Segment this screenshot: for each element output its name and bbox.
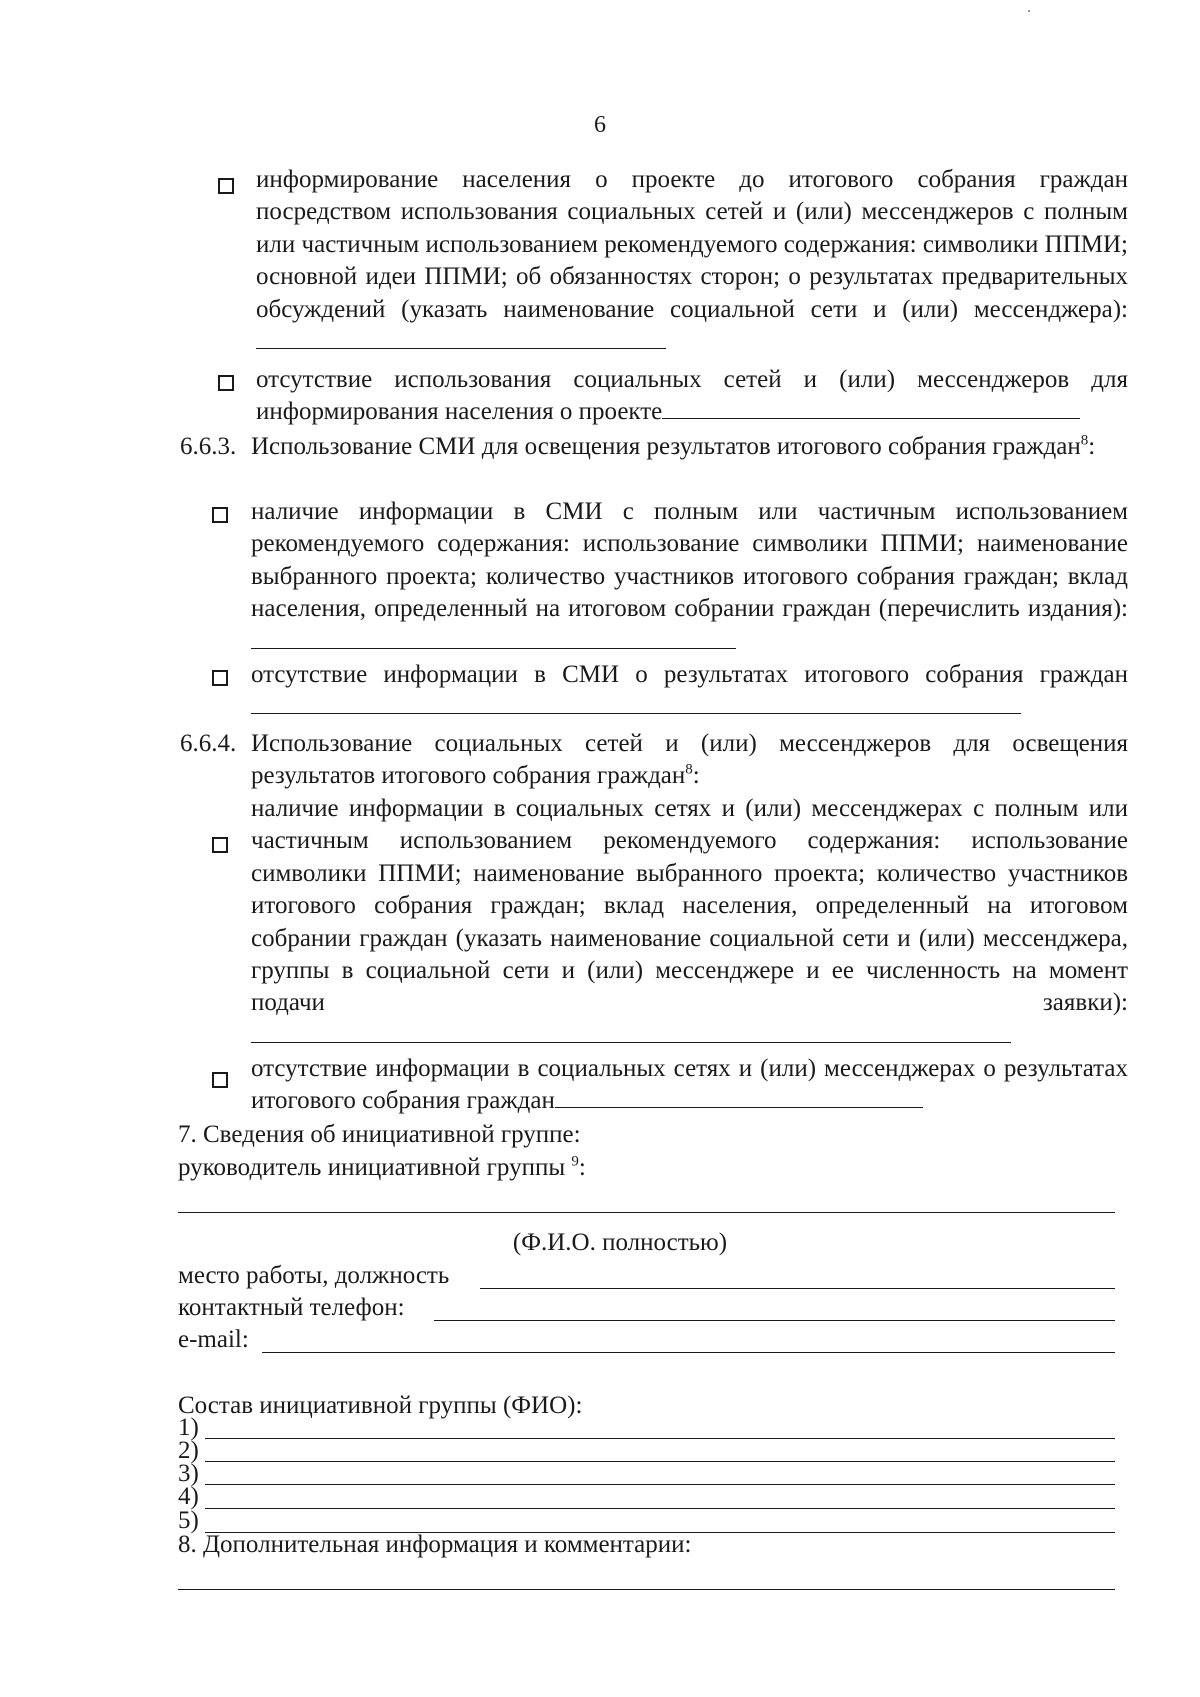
heading-663-text: Использование СМИ для освещения результатов итогового собрания граждан: [251, 433, 1081, 460]
leader-label-tail: :: [578, 1154, 586, 1181]
section-number-663: 6.6.3.: [180, 433, 237, 460]
option-664-present: [251, 793, 1128, 1052]
heading-663: [251, 431, 1128, 463]
phone-field[interactable]: [434, 1298, 1115, 1321]
option-663-absent-text: отсутствие информации в СМИ о результатах итогового собрания граждан: [251, 661, 1128, 688]
workplace-label: место работы, должность: [178, 1262, 450, 1289]
footnote-664: 8: [685, 762, 693, 779]
section-8-title: 8. Дополнительная информация и комментарии:: [178, 1531, 692, 1558]
member-number-4: 4): [178, 1483, 199, 1510]
phone-label: контактный телефон:: [178, 1294, 405, 1321]
leader-fio-line[interactable]: [178, 1212, 1115, 1213]
member-line-1[interactable]: [205, 1438, 1115, 1439]
option-662-absent-text: отсутствие использования социальных сетей и (или) мессенджеров для информирования населения о проекте: [256, 366, 1128, 426]
member-number-3: 3): [178, 1460, 199, 1487]
member-line-3[interactable]: [205, 1484, 1115, 1485]
workplace-field[interactable]: [480, 1266, 1115, 1289]
page-number: 6: [594, 112, 606, 138]
checkbox-663-present[interactable]: [212, 507, 228, 523]
option-664-present-text: наличие информации в социальных сетях и (или) мессенджерах с полным или частичным использованием рекомендуемого содержания: использование символики ППМИ; наименование выбранного проекта; количество участников итогового собрания граждан; вклад населения, определенный на итоговом собрании граждан (указать наименование социальной сети и (или) мессенджера, группы в социальной сети и (или) мессенджере и ее численность на момент подачи заявки):: [251, 795, 1128, 1017]
option-663-absent: [251, 659, 1128, 724]
heading-664-tail: :: [692, 762, 700, 790]
member-number-5: 5): [178, 1507, 199, 1534]
fill-line-662-absent[interactable]: [662, 396, 1080, 419]
heading-663-tail: :: [1088, 433, 1096, 460]
scan-speck: [1028, 10, 1030, 12]
heading-664-text: Использование социальных сетей и (или) мессенджеров для освещения результатов итогового собрания граждан: [251, 730, 1128, 790]
checkbox-662-absent[interactable]: [218, 375, 234, 391]
option-664-absent-text: отсутствие информации в социальных сетях и (или) мессенджерах о результатах итогового собрания граждан: [251, 1055, 1128, 1115]
member-number-2: 2): [178, 1437, 199, 1464]
option-662-present: [256, 164, 1128, 358]
fio-caption: (Ф.И.О. полностью): [512, 1229, 728, 1256]
leader-label: [178, 1152, 586, 1184]
section-number-664: 6.6.4.: [180, 730, 237, 757]
comments-line[interactable]: [178, 1589, 1115, 1590]
checkbox-663-absent[interactable]: [212, 670, 228, 686]
heading-664: [251, 728, 1128, 793]
option-663-present: [251, 496, 1128, 658]
fill-line-664-present[interactable]: [251, 1020, 1011, 1043]
leader-label-text: руководитель инициативной группы: [178, 1154, 566, 1181]
option-662-absent: [256, 364, 1128, 429]
option-662-present-text: информирование населения о проекте до итогового собрания граждан посредством использования социальных сетей и (или) мессенджеров с полным или частичным использованием рекомендуемого содержания: символики ППМИ; основной идеи ППМИ; об обязанностях сторон; о результатах предварительных обсуждений (указать наименование социальной сети и (или) мессенджера):: [256, 166, 1128, 323]
footnote-663: 8: [1080, 432, 1089, 449]
section-7-title: 7. Сведения об инициативной группе:: [178, 1121, 581, 1148]
fill-line-663-absent[interactable]: [251, 691, 1021, 714]
fill-line-663-present[interactable]: [251, 626, 736, 649]
option-663-present-text: наличие информации в СМИ с полным или частичным использованием рекомендуемого содержания: использование символики ППМИ; наименование выбранного проекта; количество участников итогового собрания граждан; вклад населения, определенный на итоговом собрании граждан (перечислить издания):: [251, 498, 1128, 623]
member-number-1: 1): [178, 1414, 199, 1441]
footnote-leader: 9: [571, 1153, 579, 1170]
fill-line-664-absent[interactable]: [555, 1085, 923, 1108]
option-664-absent: [251, 1053, 1128, 1118]
email-label: e-mail:: [178, 1326, 249, 1353]
members-title: Состав инициативной группы (ФИО):: [178, 1392, 583, 1419]
email-field[interactable]: [262, 1330, 1115, 1353]
member-line-4[interactable]: [205, 1508, 1115, 1509]
member-line-2[interactable]: [205, 1461, 1115, 1462]
checkbox-662-present[interactable]: [218, 178, 234, 194]
checkbox-664-absent[interactable]: [212, 1072, 228, 1088]
fill-line-662-present[interactable]: [256, 326, 666, 349]
checkbox-664-present[interactable]: [212, 837, 228, 853]
